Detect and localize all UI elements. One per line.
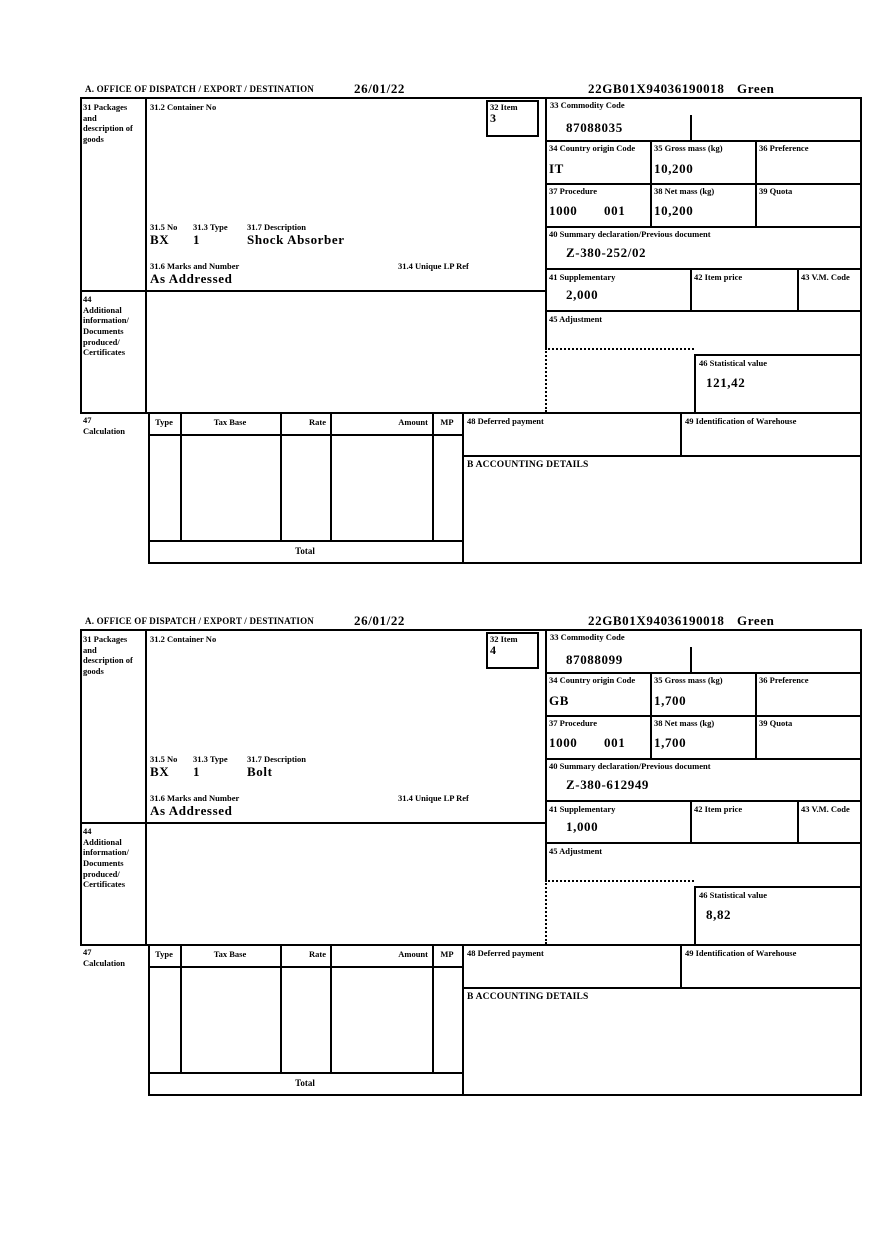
form-rule [432,412,434,540]
form-rule [80,97,82,412]
form-rule [80,944,862,946]
box43-vm-code-label: 43 V.M. Code [801,272,850,282]
form-rule [545,842,862,844]
declaration-item-section [0,614,882,1114]
form-rule [180,944,182,1072]
form-rule [694,886,862,888]
form-rule [690,115,692,140]
box42-item-price-label: 42 Item price [694,804,743,814]
package-type-value: 1 [193,764,201,779]
declaration-id: 22GB01X94036190018 [588,613,725,628]
form-rule [860,629,862,1094]
box42-item-price-label: 42 Item price [694,272,743,282]
box31-label: 31 Packages and description of goods [83,634,133,676]
form-rule [145,629,147,944]
form-rule [80,629,82,944]
office-of-dispatch-label: A. OFFICE OF DISPATCH / EXPORT / DESTINATION [85,616,315,626]
box31-6-marks-label: 31.6 Marks and Number [150,261,240,271]
item-number-value: 4 [490,643,497,657]
calc-tax-base-header: Tax Base [213,417,247,427]
package-type-value: 1 [193,232,201,247]
box31-3-type-label: 31.3 Type [193,222,228,232]
commodity-code-value: 87088035 [566,120,623,135]
calc-rate-header: Rate [309,949,326,959]
package-count-value: BX [150,232,170,247]
box44-label: 44 Additional information/ Documents produced/ Certificates [83,294,129,358]
calc-mp-header: MP [440,417,454,427]
form-rule [80,412,862,414]
supplementary-units-value: 2,000 [566,287,599,302]
calc-amount-header: Amount [398,417,428,427]
box45-adjustment-label: 45 Adjustment [549,314,603,324]
declaration-date: 26/01/22 [354,613,406,628]
statistical-value: 8,82 [706,907,732,922]
form-rule [694,354,696,412]
form-rule [694,886,696,944]
box31-6-marks-label: 31.6 Marks and Number [150,793,240,803]
form-rule [148,434,462,436]
form-rule [680,412,682,455]
form-rule [680,944,682,987]
statistical-value: 121,42 [706,375,746,390]
form-rule [80,290,545,292]
routing-status: Green [737,81,775,96]
marks-and-number-value: As Addressed [150,271,233,286]
form-rule [797,800,799,842]
calc-type-header: Type [155,417,173,427]
commodity-code-value: 87088099 [566,652,623,667]
form-rule [148,966,462,968]
form-rule [690,800,692,842]
form-rule [545,758,862,760]
form-rule [145,97,147,412]
box46-statistical-value-label: 46 Statistical value [699,358,767,368]
procedure-code-2-value: 001 [604,735,626,750]
goods-description-value: Bolt [247,764,273,779]
form-rule [694,354,862,356]
box45-adjustment-label: 45 Adjustment [549,846,603,856]
form-rule [690,647,692,672]
gross-mass-value: 10,200 [654,161,694,176]
box34-origin-label: 34 Country origin Code [549,675,636,685]
form-rule [545,715,862,717]
box44-label: 44 Additional information/ Documents produced/ Certificates [83,826,129,890]
box48-deferred-payment-label: 48 Deferred payment [467,948,544,958]
calc-total-label: Total [295,1078,315,1088]
calc-amount-header: Amount [398,949,428,959]
goods-description-value: Shock Absorber [247,232,345,247]
office-of-dispatch-label: A. OFFICE OF DISPATCH / EXPORT / DESTINATION [85,84,315,94]
form-rule-dotted [545,880,547,944]
declaration-item-section [0,82,882,582]
box34-origin-label: 34 Country origin Code [549,143,636,153]
country-origin-value: IT [549,161,564,176]
box35-gross-mass-label: 35 Gross mass (kg) [654,675,723,685]
form-rule [650,140,652,226]
calc-tax-base-header: Tax Base [213,949,247,959]
procedure-code-2-value: 001 [604,203,626,218]
form-rule [462,944,464,1094]
box31-3-type-label: 31.3 Type [193,754,228,764]
form-rule [80,97,862,99]
form-rule [545,140,862,142]
box31-7-description-label: 31.7 Description [247,754,307,764]
form-rule [432,944,434,1072]
form-rule [545,672,862,674]
box38-net-mass-label: 38 Net mass (kg) [654,186,715,196]
box38-net-mass-label: 38 Net mass (kg) [654,718,715,728]
form-rule-dotted [545,880,694,882]
form-rule [860,97,862,562]
box32-item-label: 32 Item [490,102,518,112]
form-rule [755,672,757,758]
form-rule [148,540,462,542]
package-count-value: BX [150,764,170,779]
net-mass-value: 1,700 [654,735,687,750]
procedure-code-value: 1000 [549,735,578,750]
box31-2-container-label: 31.2 Container No [150,102,217,112]
form-rule [797,268,799,310]
box31-4-lp-ref-label: 31.4 Unique LP Ref [398,261,469,271]
form-rule [280,944,282,1072]
box36-preference-label: 36 Preference [759,675,809,685]
calc-rate-header: Rate [309,417,326,427]
box31-5-no-label: 31.5 No [150,754,178,764]
calc-type-header: Type [155,949,173,959]
form-rule [80,629,862,631]
box47-calculation-label: 47 Calculation [83,415,126,436]
form-rule [462,987,862,989]
form-rule-dotted [545,348,547,412]
form-rule [148,1094,862,1096]
declaration-id: 22GB01X94036190018 [588,81,725,96]
box47-calculation-label: 47 Calculation [83,947,126,968]
form-rule [148,1072,462,1074]
box37-procedure-label: 37 Procedure [549,186,598,196]
net-mass-value: 10,200 [654,203,694,218]
form-rule [755,140,757,226]
box31-5-no-label: 31.5 No [150,222,178,232]
box48-deferred-payment-label: 48 Deferred payment [467,416,544,426]
box41-supplementary-label: 41 Supplementary [549,272,616,282]
form-rule [180,412,182,540]
accounting-details-label: B ACCOUNTING DETAILS [467,460,589,470]
form-rule [690,268,692,310]
box33-commodity-label: 33 Commodity Code [550,632,625,642]
box49-warehouse-label: 49 Identification of Warehouse [685,948,797,958]
box39-quota-label: 39 Quota [759,718,793,728]
procedure-code-value: 1000 [549,203,578,218]
box31-7-description-label: 31.7 Description [247,222,307,232]
form-rule [545,268,862,270]
box31-4-lp-ref-label: 31.4 Unique LP Ref [398,793,469,803]
marks-and-number-value: As Addressed [150,803,233,818]
accounting-details-label: B ACCOUNTING DETAILS [467,992,589,1002]
form-rule [545,800,862,802]
form-rule-dotted [545,348,694,350]
form-rule [462,455,862,457]
supplementary-units-value: 1,000 [566,819,599,834]
form-rule [330,944,332,1072]
box49-warehouse-label: 49 Identification of Warehouse [685,416,797,426]
box46-statistical-value-label: 46 Statistical value [699,890,767,900]
previous-document-value: Z-380-252/02 [566,245,647,260]
form-rule [330,412,332,540]
box32-item-label: 32 Item [490,634,518,644]
box43-vm-code-label: 43 V.M. Code [801,804,850,814]
box39-quota-label: 39 Quota [759,186,793,196]
box31-2-container-label: 31.2 Container No [150,634,217,644]
box36-preference-label: 36 Preference [759,143,809,153]
form-rule [462,412,464,562]
form-rule [545,226,862,228]
gross-mass-value: 1,700 [654,693,687,708]
item-number-value: 3 [490,111,497,125]
country-origin-value: GB [549,693,569,708]
calc-mp-header: MP [440,949,454,959]
declaration-date: 26/01/22 [354,81,406,96]
box40-previous-document-label: 40 Summary declaration/Previous document [549,229,711,239]
box37-procedure-label: 37 Procedure [549,718,598,728]
previous-document-value: Z-380-612949 [566,777,650,792]
box31-label: 31 Packages and description of goods [83,102,133,144]
form-rule [80,822,545,824]
form-rule [148,562,862,564]
form-rule [650,672,652,758]
calc-total-label: Total [295,546,315,556]
form-rule [545,310,862,312]
form-rule [545,183,862,185]
box33-commodity-label: 33 Commodity Code [550,100,625,110]
box41-supplementary-label: 41 Supplementary [549,804,616,814]
routing-status: Green [737,613,775,628]
box40-previous-document-label: 40 Summary declaration/Previous document [549,761,711,771]
box35-gross-mass-label: 35 Gross mass (kg) [654,143,723,153]
form-rule [280,412,282,540]
